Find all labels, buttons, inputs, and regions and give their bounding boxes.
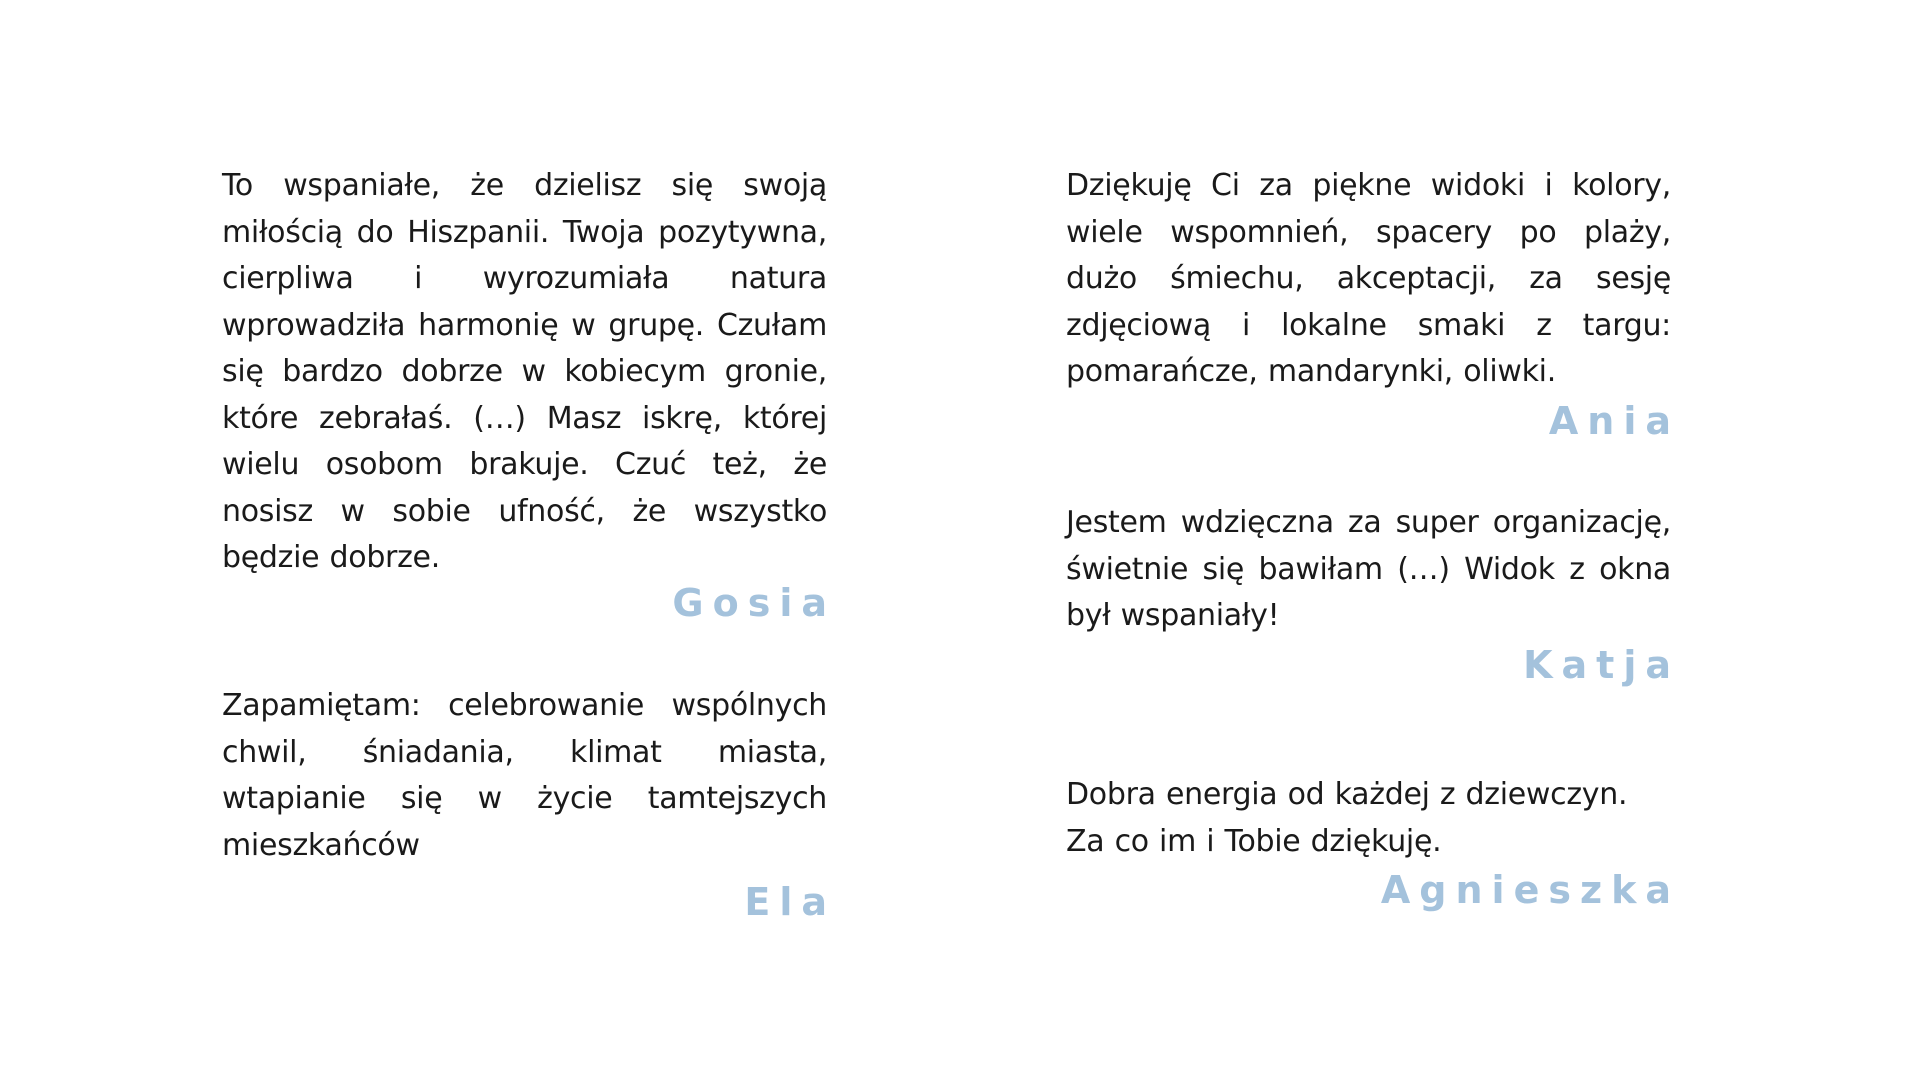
testimonial-quote: Dziękuję Ci za piękne widoki i kolory, wiele wspomnień, spacery po plaży, dużo śmiechu, akceptacji, za sesję zdjęciową i lokalne smaki z targu: pomarańcze, mandarynki, oliwki. xyxy=(1066,168,1671,389)
testimonial-quote-line-1: Dobra energia od każdej z dziewczyn. xyxy=(1066,777,1628,812)
testimonial-gosia xyxy=(222,163,836,625)
testimonial-ela xyxy=(222,683,836,924)
testimonial-author: Gosia xyxy=(672,580,836,625)
testimonial-author: Ania xyxy=(1548,398,1680,443)
testimonial-author: Katja xyxy=(1523,642,1680,687)
testimonial-ania xyxy=(1066,163,1680,443)
testimonial-quote: Zapamiętam: celebrowanie wspólnych chwil, śniadania, klimat miasta, wtapianie się w życie tamtejszych mieszkańców xyxy=(222,688,827,863)
testimonial-agnieszka xyxy=(1066,772,1680,912)
testimonial-quote: To wspaniałe, że dzielisz się swoją miłością do Hiszpanii. Twoja pozytywna, cierpliwa i wyrozumiała natura wprowadziła harmonię w grupę. Czułam się bardzo dobrze w kobiecym gronie, które zebrałaś. (…) Masz iskrę, której wielu osobom brakuje. Czuć też, że nosisz w sobie ufność, że wszystko będzie dobrze. xyxy=(222,168,827,575)
testimonial-author: Ela xyxy=(744,880,836,924)
testimonial-author: Agnieszka xyxy=(1380,868,1680,912)
testimonial-quote-line-2: Za co im i Tobie dziękuję. xyxy=(1066,823,1442,859)
testimonial-katja xyxy=(1066,500,1680,687)
testimonial-quote: Jestem wdzięczna za super organizację, świetnie się bawiłam (…) Widok z okna był wspaniały! xyxy=(1066,505,1671,633)
